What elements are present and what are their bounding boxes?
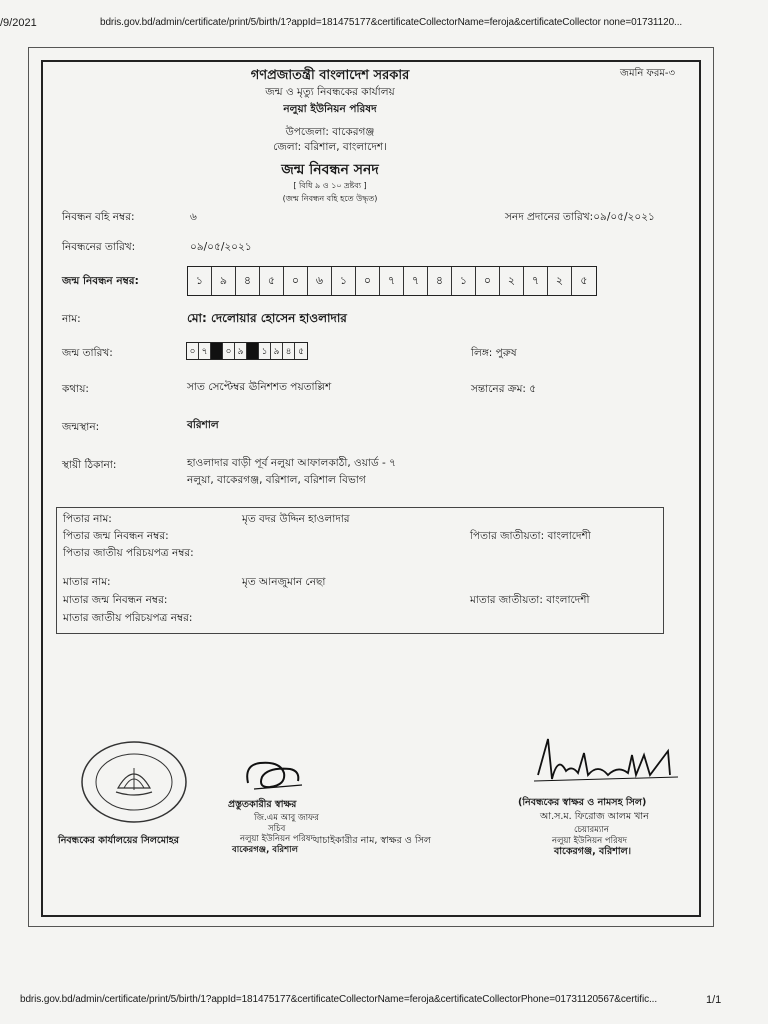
birthplace-value: বরিশাল [187, 419, 219, 431]
reg-no-digit: ৪ [236, 267, 260, 295]
reg-no-digit: ৫ [580, 273, 588, 287]
reg-no-digit: ০ [284, 267, 308, 295]
dob-label: জন্ম তারিখ: [62, 347, 113, 359]
name-label: নাম: [62, 313, 81, 325]
dob-digit: ১ [259, 343, 271, 359]
print-url-footer: bdris.gov.bd/admin/certificate/print/5/birth/1?appId=181475177&certificateCollectorName=feroja&certificateCollectorPhone=01731120567&certific... [20, 994, 658, 1005]
government-title: গণপ্রজাতন্ত্রী বাংলাদেশ সরকার [250, 68, 410, 83]
reg-date-label: নিবন্ধনের তারিখ: [62, 241, 136, 253]
union-title: নলুয়া ইউনিয়ন পরিষদ [283, 103, 377, 115]
dob-grid [186, 342, 308, 360]
dob-digit: ০ [223, 343, 235, 359]
office-title: জন্ম ও মৃত্যু নিবন্ধকের কার্যালয় [265, 86, 395, 98]
dob-digit: ৫ [298, 346, 304, 357]
seal-label: নিবন্ধকের কার্যালয়ের সিলমোহর [58, 835, 179, 846]
certificate-title: জন্ম নিবন্ধন সনদ [281, 162, 379, 178]
preparer-name: জি.এম আবু জাফর [254, 813, 319, 823]
reg-no-digit: ৪ [428, 267, 452, 295]
registrar-name: আ.স.ম. ফিরোজ আলম খান [540, 811, 649, 822]
form-number: জমনি ফরম-৩ [620, 68, 675, 79]
father-name-label: পিতার নাম: [63, 513, 112, 525]
reg-no-digit: ৭ [404, 267, 428, 295]
book-no-label: নিবন্ধন বহি নম্বর: [62, 211, 135, 223]
book-no-value: ৬ [190, 211, 197, 223]
dob-digit: ৯ [235, 343, 247, 359]
zila: জেলা: বরিশাল, বাংলাদেশ। [273, 141, 387, 153]
dob-digit: ৪ [283, 343, 295, 359]
address-line2: নলুয়া, বাকেরগঞ্জ, বরিশাল, বরিশাল বিভাগ [187, 474, 366, 486]
mother-name-value: মৃত আনজুমান নেছা [242, 576, 326, 588]
print-url-header: bdris.gov.bd/admin/certificate/print/5/birth/1?appId=181475177&certificateCollectorName=feroja&certificateCollector none=01731120... [100, 17, 683, 28]
preparer-role: সচিব [268, 824, 286, 834]
print-date: /9/2021 [0, 17, 37, 29]
upazila: উপজেলা: বাকেরগঞ্জ [285, 126, 375, 138]
registrar-signature [528, 735, 688, 790]
address-line1: হাওলাদার বাড়ী পূর্ব নলুয়া আফালকাঠী, ওয়ার্ড - ৭ [187, 457, 396, 469]
reg-no-digit: ০ [356, 267, 380, 295]
sex-value: লিঙ্গ: পুরুষ [471, 347, 517, 359]
dob-words-value: সাত সেপ্টেম্বর ঊনিশশত পয়তাল্লিশ [187, 381, 332, 393]
reg-no-digit: ৯ [212, 267, 236, 295]
reg-no-digit: ০ [476, 267, 500, 295]
extract-note: (জন্ম নিবন্ধন বহি হতে উদ্ধৃত) [282, 194, 378, 203]
rule-reference: [ বিধি ৯ ও ১০ দ্রষ্টব্য ] [293, 181, 367, 190]
reg-no-digit: ৫ [260, 267, 284, 295]
reg-no-digit: ৭ [380, 267, 404, 295]
reg-no-digit: ৬ [308, 267, 332, 295]
reg-no-digit: ৭ [524, 267, 548, 295]
mother-reg-label: মাতার জন্ম নিবন্ধন নম্বর: [63, 594, 168, 606]
union-seal-image [80, 740, 188, 824]
reg-no-digit: ২ [548, 267, 572, 295]
preparer-place: বাকেরগঞ্জ, বরিশাল [232, 845, 298, 855]
address-label: স্থায়ী ঠিকানা: [62, 459, 117, 471]
father-reg-label: পিতার জন্ম নিবন্ধন নম্বর: [63, 530, 169, 542]
mother-name-label: মাতার নাম: [63, 576, 111, 588]
reg-no-label: জন্ম নিবন্ধন নম্বর: [62, 275, 139, 287]
registrar-title: (নিবন্ধকের স্বাক্ষর ও নামসহ সিল) [518, 797, 647, 808]
preparer-signature [240, 755, 310, 795]
father-name-value: মৃত বদর উদ্দিন হাওলাদার [242, 513, 350, 525]
reg-no-digit: ১ [188, 267, 212, 295]
registrar-place: বাকেরগঞ্জ, বরিশাল। [554, 846, 632, 857]
reg-no-grid [187, 266, 597, 296]
registrar-org: নলুয়া ইউনিয়ন পরিষদ [552, 836, 627, 846]
mother-nid-label: মাতার জাতীয় পরিচয়পত্র নম্বর: [63, 612, 193, 624]
mother-nationality: মাতার জাতীয়তা: বাংলাদেশী [470, 594, 590, 606]
birthplace-label: জন্মস্থান: [62, 421, 100, 433]
reg-no-digit: ১ [452, 267, 476, 295]
registrar-role: চেয়ারম্যান [574, 825, 609, 835]
dob-separator [247, 343, 259, 359]
name-value: মো: দেলোয়ার হোসেন হাওলাদার [187, 311, 347, 325]
father-nationality: পিতার জাতীয়তা: বাংলাদেশী [470, 530, 591, 542]
preparer-title: প্রস্তুতকারীর স্বাক্ষর [228, 799, 297, 810]
dob-words-label: কথায়: [62, 383, 89, 395]
dob-digit: ০ [187, 343, 199, 359]
reg-no-digit: ১ [332, 267, 356, 295]
reg-date-value: ০৯/০৫/২০২১ [190, 241, 252, 253]
dob-separator [211, 343, 223, 359]
father-nid-label: পিতার জাতীয় পরিচয়পত্র নম্বর: [63, 547, 194, 559]
reg-no-digit: ২ [500, 267, 524, 295]
preparer-org: নলুয়া ইউনিয়ন পরিষদ [240, 834, 315, 844]
page-number: 1/1 [706, 994, 722, 1006]
issue-date: সনদ প্রদানের তারিখ:০৯/০৫/২০২১ [505, 211, 655, 223]
dob-digit: ৯ [271, 343, 283, 359]
child-order: সন্তানের ক্রম: ৫ [471, 383, 537, 395]
verifier-label: যাচাইকারীর নাম, স্বাক্ষর ও সিল [314, 835, 431, 846]
dob-digit: ৭ [199, 343, 211, 359]
